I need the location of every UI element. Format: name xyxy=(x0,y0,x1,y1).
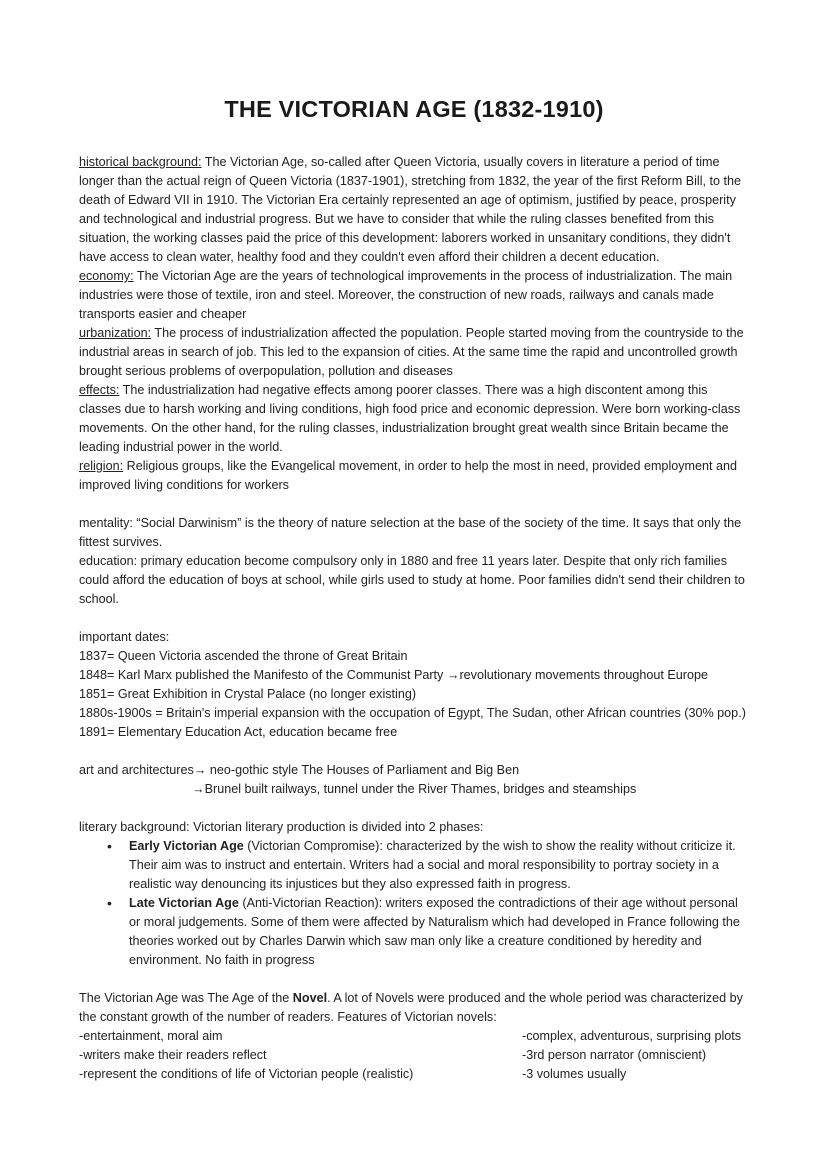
features-row xyxy=(79,1046,751,1065)
feature-left: -represent the conditions of life of Victorian people (realistic) xyxy=(79,1067,414,1081)
paragraph-religion xyxy=(79,457,751,495)
label-religion: religion: xyxy=(79,459,124,473)
paragraph-effects xyxy=(79,381,751,457)
page-title: THE VICTORIAN AGE (1832-1910) xyxy=(224,96,604,122)
spacer xyxy=(79,799,751,818)
paragraph-economy xyxy=(79,267,751,324)
novel-post: . A lot of Novels were produced and the whole period was characterized by the constant growth of the number of readers. Features of Victorian novels: xyxy=(79,991,743,1024)
dates-heading: important dates: xyxy=(79,630,170,644)
label-urbanization: urbanization: xyxy=(79,326,152,340)
literary-intro: literary background: Victorian literary production is divided into 2 phases: xyxy=(79,820,484,834)
paragraph-urbanization xyxy=(79,324,751,381)
phase-text: (Anti-Victorian Reaction): writers exposed the contradictions of their age without personal or moral judgements. Some of them were affected by Naturalism which had developed in France following the theories worked out by Charles Darwin which saw man only like a creature conditioned by heredity and environment. No faith in progress xyxy=(129,896,740,967)
paragraph-historical xyxy=(79,153,751,267)
text-effects: The industrialization had negative effects among poorer classes. There was a high discontent among this classes due to harsh working and living conditions, high food price and economic depression. Were born working-class movements. On the other hand, for the ruling classes, industrialization brought great wealth since Britain became the leading industrial power in the world. xyxy=(79,383,741,454)
novel-bold: Novel xyxy=(292,991,328,1005)
paragraph-mentality: mentality: “Social Darwinism” is the theory of nature selection at the base of the society of the time. It says that only the fittest survives. xyxy=(79,516,742,549)
phase-name: Late Victorian Age xyxy=(129,896,239,910)
label-economy: economy: xyxy=(79,269,134,283)
text-economy: The Victorian Age are the years of technological improvements in the process of industrialization. The main industries were those of textile, iron and steel. Moreover, the construction of new roads, railways and canals made transports easier and cheaper xyxy=(79,269,733,321)
art-line-1: art and architectures→ neo-gothic style The Houses of Parliament and Big Ben xyxy=(79,763,520,777)
text-historical: The Victorian Age, so-called after Queen Victoria, usually covers in literature a period of time longer than the actual reign of Queen Victoria (1837-1901), stretching from 1832, the year of the first Reform Bill, to the death of Edward VII in 1910. The Victorian Era certainly represented an age of optimism, justified by peace, prosperity and technological and industrial progress. But we have to consider that while the ruling classes benefited from this situation, the working classes paid the price of this development: laborers worked in unsanitary conditions, they didn't have access to clean water, healthy food and they couldn't even afford their children a decent education. xyxy=(79,155,742,264)
spacer xyxy=(79,495,751,514)
spacer xyxy=(79,742,751,761)
feature-left: -writers make their readers reflect xyxy=(79,1048,267,1062)
phase-name: Early Victorian Age xyxy=(129,839,244,853)
art-line-2: →Brunel built railways, tunnel under the River Thames, bridges and steamships xyxy=(192,782,637,796)
list-item xyxy=(129,894,751,970)
document-body xyxy=(79,153,751,1084)
label-effects: effects: xyxy=(79,383,120,397)
date-item: 1848= Karl Marx published the Manifesto of the Communist Party →revolutionary movements throughout Europe xyxy=(79,668,708,682)
label-historical: historical background: xyxy=(79,155,202,169)
text-religion: Religious groups, like the Evangelical movement, in order to help the most in need, provided employment and improved living conditions for workers xyxy=(79,459,738,492)
features-row xyxy=(79,1027,751,1046)
date-item: 1837= Queen Victoria ascended the throne of Great Britain xyxy=(79,649,408,663)
features-row xyxy=(79,1065,751,1084)
phases-list xyxy=(79,837,751,970)
list-item xyxy=(129,837,751,894)
text-urbanization: The process of industrialization affected the population. People started moving from the countryside to the industrial areas in search of job. This led to the expansion of cities. At the same time the rapid and uncontrolled growth brought serious problems of overpopulation, pollution and diseases xyxy=(79,326,744,378)
paragraph-novel xyxy=(79,989,751,1027)
spacer xyxy=(79,609,751,628)
date-item: 1880s-1900s = Britain's imperial expansion with the occupation of Egypt, The Sudan, other African countries (30% pop.) xyxy=(79,706,746,720)
paragraph-education: education: primary education become compulsory only in 1880 and free 11 years later. Despite that only rich families could afford the education of boys at school, while girls used to study at home. Poor families didn't send their children to school. xyxy=(79,554,745,606)
phase-text: (Victorian Compromise): characterized by the wish to show the reality without criticize it. Their aim was to instruct and entertain. Writers had a social and moral responsibility to portray society in a realistic way denouncing its injustices but they also expressed faith in progress. xyxy=(129,839,736,891)
feature-right: -3rd person narrator (omniscient) xyxy=(522,1048,707,1062)
feature-right: -3 volumes usually xyxy=(522,1067,627,1081)
feature-left: -entertainment, moral aim xyxy=(79,1029,223,1043)
spacer xyxy=(79,970,751,989)
feature-right: -complex, adventurous, surprising plots xyxy=(522,1029,742,1043)
date-item: 1851= Great Exhibition in Crystal Palace (no longer existing) xyxy=(79,687,417,701)
date-item: 1891= Elementary Education Act, education became free xyxy=(79,725,398,739)
novel-pre: The Victorian Age was The Age of the xyxy=(79,991,293,1005)
